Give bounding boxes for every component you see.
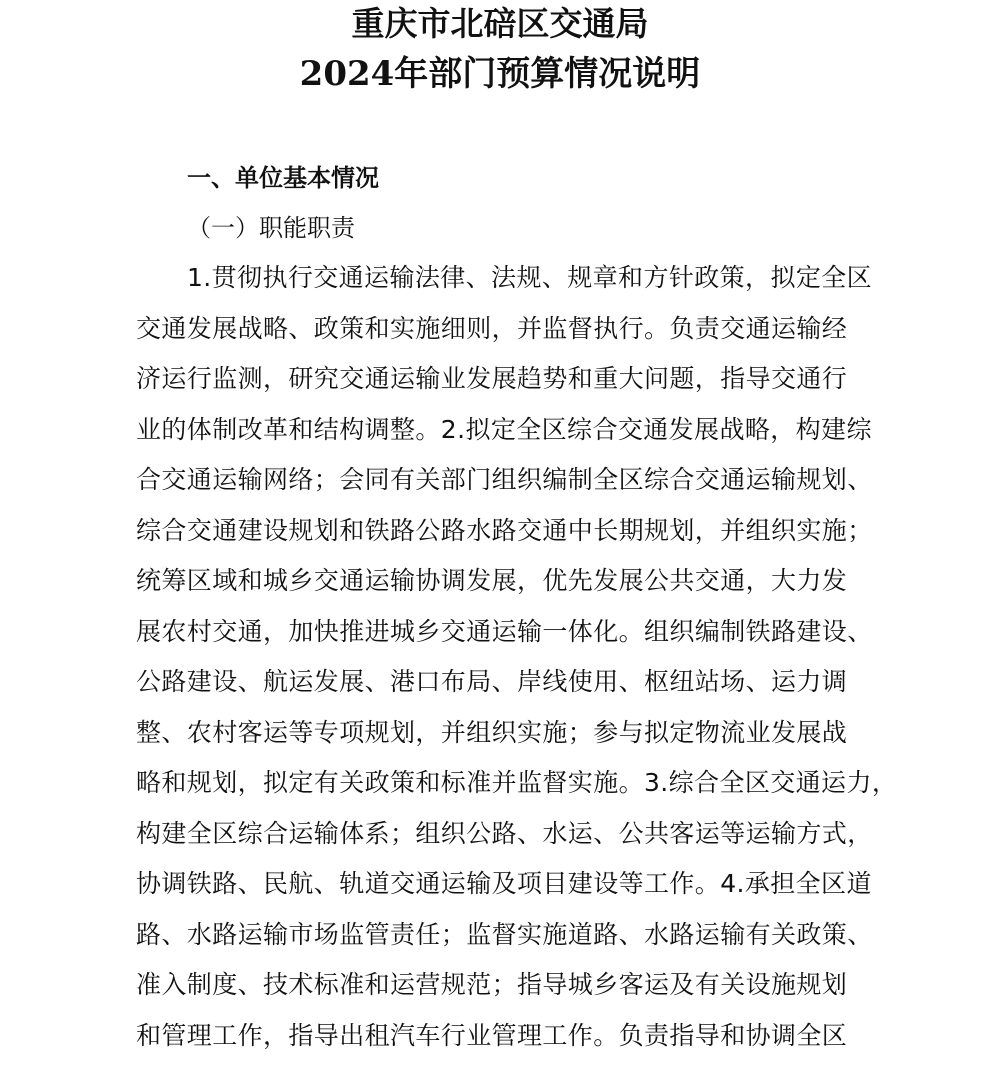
body-text: [136, 260, 896, 1068]
body-line: 合交通运输网络；会同有关部门组织编制全区综合交通运输规划、: [136, 462, 896, 513]
body-line: 业的体制改革和结构调整。2.拟定全区综合交通发展战略，构建综: [136, 412, 896, 463]
document-title-line1: 重庆市北碚区交通局: [0, 2, 1000, 46]
body-line: 1.贯彻执行交通运输法律、法规、规章和方针政策，拟定全区: [136, 260, 896, 311]
document-title-line2: 2024年部门预算情况说明: [0, 52, 1000, 96]
subsection-heading: （一）职能职责: [187, 210, 355, 246]
body-line: 路、水路运输市场监管责任；监督实施道路、水路运输有关政策、: [136, 917, 896, 968]
section-heading: 一、单位基本情况: [187, 160, 379, 196]
body-line: 构建全区综合运输体系；组织公路、水运、公共客运等运输方式，: [136, 816, 896, 867]
body-line: 交通发展战略、政策和实施细则，并监督执行。负责交通运输经: [136, 311, 896, 362]
body-line: 济运行监测，研究交通运输业发展趋势和重大问题，指导交通行: [136, 361, 896, 412]
body-line: 协调铁路、民航、轨道交通运输及项目建设等工作。4.承担全区道: [136, 866, 896, 917]
body-line: 统筹区域和城乡交通运输协调发展，优先发展公共交通，大力发: [136, 563, 896, 614]
body-line: 公路建设、航运发展、港口布局、岸线使用、枢纽站场、运力调: [136, 664, 896, 715]
body-line: 和管理工作，指导出租汽车行业管理工作。负责指导和协调全区: [136, 1018, 896, 1068]
body-line: 准入制度、技术标准和运营规范；指导城乡客运及有关设施规划: [136, 967, 896, 1018]
body-line: 综合交通建设规划和铁路公路水路交通中长期规划，并组织实施；: [136, 513, 896, 564]
body-line: 整、农村客运等专项规划，并组织实施；参与拟定物流业发展战: [136, 715, 896, 766]
body-line: 略和规划，拟定有关政策和标准并监督实施。3.综合全区交通运力，: [136, 765, 896, 816]
body-line: 展农村交通，加快推进城乡交通运输一体化。组织编制铁路建设、: [136, 614, 896, 665]
